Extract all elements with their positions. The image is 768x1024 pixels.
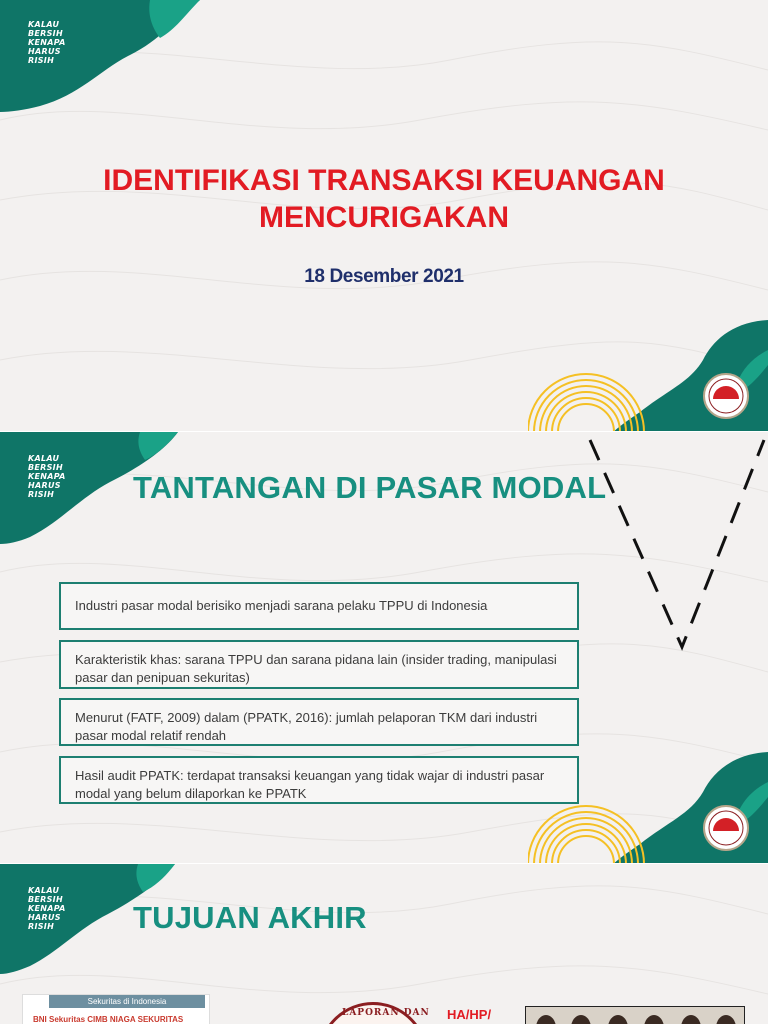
dashed-v-decor — [578, 432, 768, 662]
securities-card-title: Sekuritas di Indonesia — [49, 995, 205, 1008]
slide-date: 18 Desember 2021 — [304, 266, 464, 287]
challenges-slide — [0, 432, 768, 864]
tagline: KALAU BERSIH KENAPA HARUS RISIH — [28, 20, 66, 65]
slide-heading: TUJUAN AKHIR — [133, 900, 367, 935]
seal-text: LAPORAN DAN — [342, 1008, 430, 1018]
securities-card-brands: BNI Sekuritas CIMB NIAGA SEKURITAS — [33, 1015, 184, 1024]
securities-card — [22, 994, 210, 1024]
slide-title: IDENTIFIKASI TRANSAKSI KEUANGAN MENCURIGAKAN — [103, 164, 665, 234]
tagline: KALAU BERSIH KENAPA HARUS RISIH — [28, 454, 66, 499]
title-slide — [0, 0, 768, 432]
ppatk-logo-icon — [703, 373, 749, 419]
point-box-1: Industri pasar modal berisiko menjadi sarana pelaku TPPU di Indonesia — [59, 582, 579, 630]
ppatk-logo-icon — [703, 805, 749, 851]
ha-label: HA/HP/ — [447, 1007, 492, 1022]
people-photo — [525, 1006, 745, 1024]
point-box-4: Hasil audit PPATK: terdapat transaksi keuangan yang tidak wajar di industri pasar modal yang belum dilaporkan ke PPATK — [59, 756, 579, 804]
goal-slide — [0, 864, 768, 1024]
point-box-2: Karakteristik khas: sarana TPPU dan sarana pidana lain (insider trading, manipulasi pasar dan penipuan sekuritas) — [59, 640, 579, 689]
tagline: KALAU BERSIH KENAPA HARUS RISIH — [28, 886, 66, 931]
slide-heading: TANTANGAN DI PASAR MODAL — [133, 470, 607, 505]
point-box-3: Menurut (FATF, 2009) dalam (PPATK, 2016): jumlah pelaporan TKM dari industri pasar modal relatif rendah — [59, 698, 579, 746]
